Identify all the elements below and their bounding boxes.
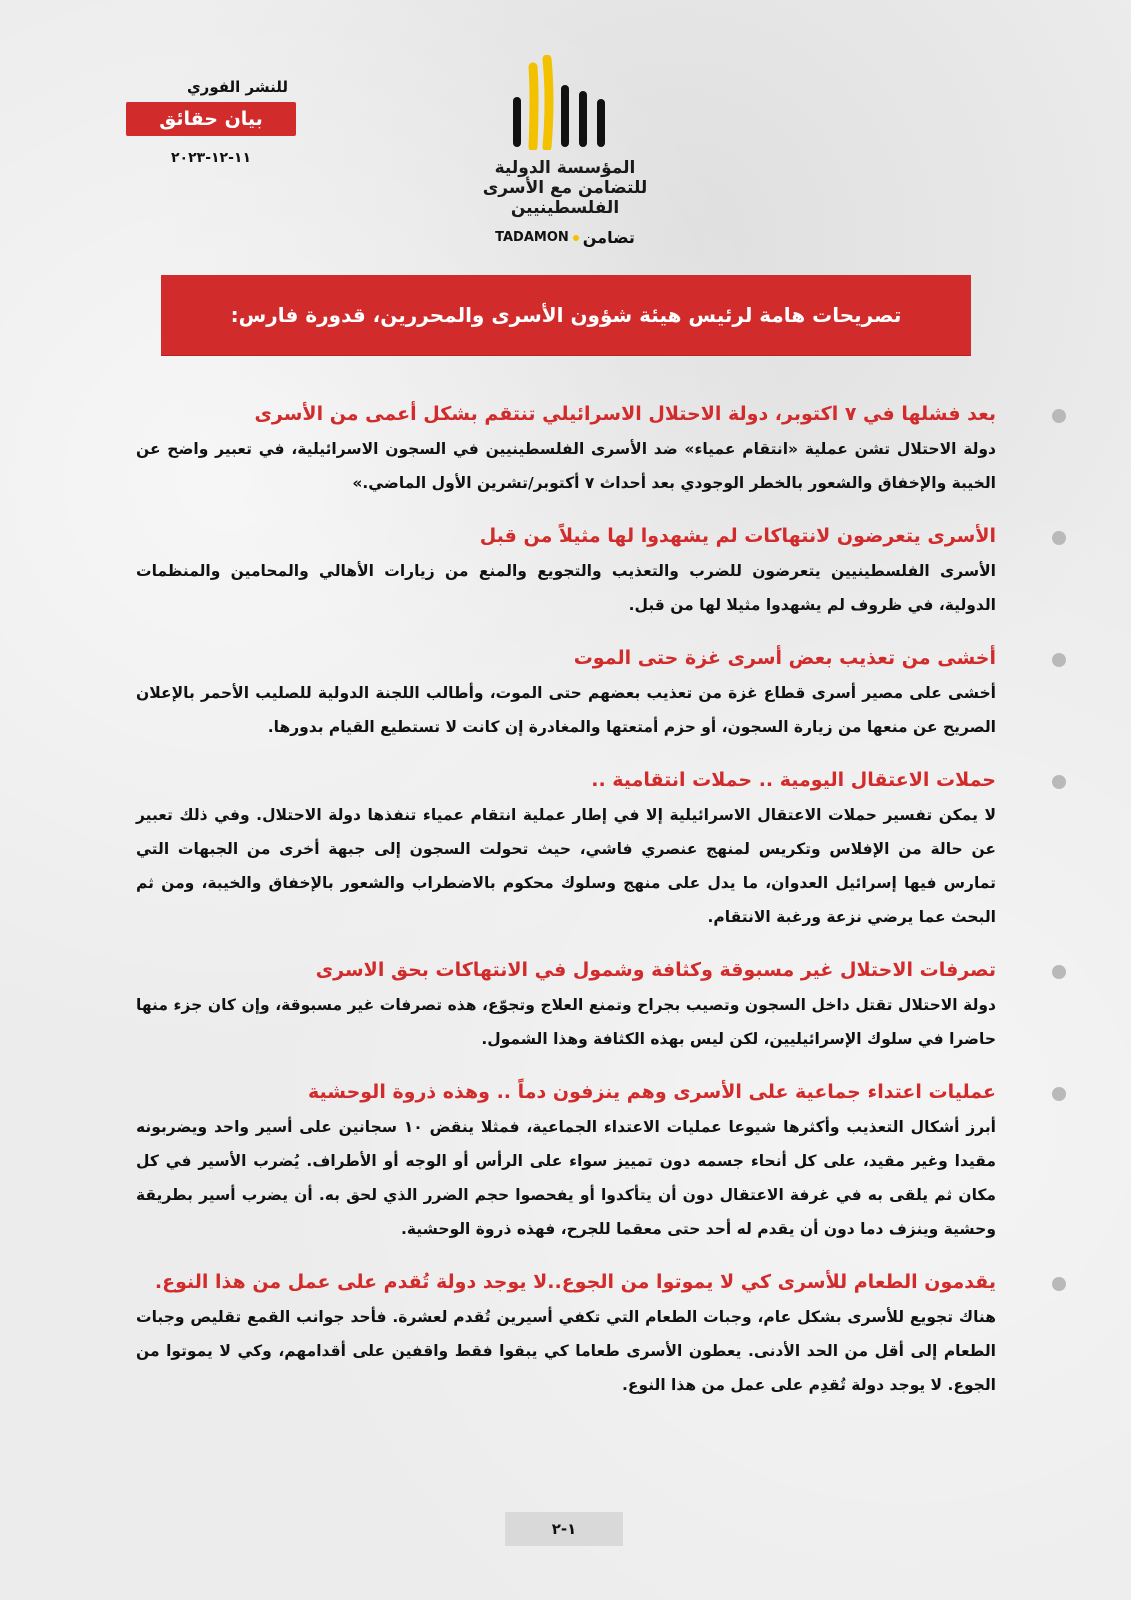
tadamon-logo-icon bbox=[505, 55, 625, 150]
brand-english: TADAMON bbox=[495, 230, 569, 245]
section-heading: يقدمون الطعام للأسرى كي لا يموتوا من الجوع..لا يوجد دولة تُقدم على عمل من هذا النوع. bbox=[154, 1271, 996, 1293]
brand-wordmark bbox=[430, 228, 700, 247]
section-heading: أخشى من تعذيب بعض أسرى غزة حتى الموت bbox=[573, 647, 996, 669]
organization-name-line2: للتضامن مع الأسرى الفلسطينيين bbox=[482, 178, 648, 218]
section-heading: الأسرى يتعرضون لانتهاكات لم يشهدوا لها مثيلاً من قبل bbox=[479, 525, 996, 547]
banner-title: تصريحات هامة لرئيس هيئة شؤون الأسرى والمحررين، قدورة فارس: bbox=[230, 303, 902, 327]
bullet-icon bbox=[1052, 409, 1066, 423]
statement-section bbox=[136, 766, 996, 934]
section-paragraph: هناك تجويع للأسرى بشكل عام، وجبات الطعام التي تكفي أسيرين تُقدم لعشرة. فأحد جوانب القمع تقليص وجبات الطعام إلى أقل من الحد الأدنى. يعطون الأسرى طعاما كي يبقوا فقط واقفين على أقدامهم، وكي لا يموتوا من الجوع. لا يوجد دولة تُقدِم على عمل من هذا النوع. bbox=[136, 1308, 996, 1394]
statement-section bbox=[136, 400, 996, 500]
page-number: ١-٢ bbox=[505, 1512, 623, 1546]
bullet-icon bbox=[1052, 965, 1066, 979]
section-paragraph: دولة الاحتلال تشن عملية «انتقام عمياء» ضد الأسرى الفلسطينيين في السجون الاسرائيلية، في تعبير واضح عن الخيبة والإخفاق والشعور بالخطر الوجودي بعد أحداث ٧ أكتوبر/تشرين الأول الماضي.» bbox=[136, 440, 996, 492]
bullet-icon bbox=[1052, 531, 1066, 545]
section-paragraph: لا يمكن تفسير حملات الاعتقال الاسرائيلية إلا في إطار عملية انتقام عمياء تنفذها دولة الاحتلال. وفي ذلك تعبير عن حالة من الإفلاس وتكريس لمنهج عنصري فاشي، حيث تحولت السجون إلى جبهة أخرى من الجبهات التي تمارس فيها إسرائيل العدوان، ما يدل على منهج وسلوك محكوم بالاضطراب والشعور بالإخفاق والخيبة، ومن ثم البحث عما يرضي نزعة ورغبة الانتقام. bbox=[136, 806, 996, 926]
bullet-icon bbox=[1052, 1277, 1066, 1291]
release-info bbox=[126, 78, 296, 166]
bullet-icon bbox=[1052, 775, 1066, 789]
organization-logo bbox=[430, 55, 700, 247]
section-paragraph: دولة الاحتلال تقتل داخل السجون وتصيب بجراح وتمنع العلاج وتجوّع، هذه تصرفات غير مسبوقة، وإن كان جزء منها حاضرا في سلوك الإسرائيليين، لكن ليس بهذه الكثافة وهذا الشمول. bbox=[136, 996, 996, 1048]
brand-dot-icon bbox=[573, 235, 579, 241]
section-heading: حملات الاعتقال اليومية .. حملات انتقامية .. bbox=[591, 769, 996, 791]
bullet-icon bbox=[1052, 1087, 1066, 1101]
statement-section bbox=[136, 1268, 996, 1402]
statement-section bbox=[136, 522, 996, 622]
statement-banner bbox=[161, 275, 971, 355]
section-heading: بعد فشلها في ٧ اكتوبر، دولة الاحتلال الاسرائيلي تنتقم بشكل أعمى من الأسرى bbox=[254, 403, 996, 425]
section-paragraph: أبرز أشكال التعذيب وأكثرها شيوعا عمليات الاعتداء الجماعية، فمثلا ينقض ١٠ سجانين على أسير واحد ويضربونه مقيدا وغير مقيد، على كل أنحاء جسمه دون تمييز سواء على الرأس أو الوجه أو الأطراف. يُضرب الأسير في كل مكان ثم يلقى به في غرفة الاعتقال دون أن يتأكدوا أو يفحصوا حجم الضرر الذي لحق به. أن يضرب أسير بطريقة وحشية وينزف دما دون أن يقدم له أحد حتى معقما للجرح، فهذه ذروة الوحشية. bbox=[136, 1118, 996, 1238]
section-heading: تصرفات الاحتلال غير مسبوقة وكثافة وشمول في الانتهاكات بحق الاسرى bbox=[315, 959, 996, 981]
statement-body bbox=[136, 400, 996, 1424]
immediate-release-label: للنشر الفوري bbox=[186, 78, 288, 96]
statement-section bbox=[136, 644, 996, 744]
fact-sheet-badge: بيان حقائق bbox=[126, 102, 296, 136]
brand-arabic: تضامن bbox=[582, 228, 635, 247]
statement-section bbox=[136, 956, 996, 1056]
section-paragraph: أخشى على مصير أسرى قطاع غزة من تعذيب بعضهم حتى الموت، وأطالب اللجنة الدولية للصليب الأحمر بالإعلان الصريح عن منعها من زيارة السجون، أو حزم أمتعتها والمغادرة إن كانت لا تستطيع القيام بدورها. bbox=[136, 684, 996, 736]
bullet-icon bbox=[1052, 653, 1066, 667]
release-date: ١١-١٢-٢٠٢٣ bbox=[171, 150, 251, 166]
statement-section bbox=[136, 1078, 996, 1246]
organization-name-line1: المؤسسة الدولية bbox=[494, 158, 636, 178]
section-heading: عمليات اعتداء جماعية على الأسرى وهم ينزفون دماً .. وهذه ذروة الوحشية bbox=[307, 1081, 996, 1103]
section-paragraph: الأسرى الفلسطينيين يتعرضون للضرب والتعذيب والتجويع والمنع من زيارات الأهالي والمحامين والمنظمات الدولية، في ظروف لم يشهدوا مثيلا لها من قبل. bbox=[136, 562, 996, 614]
